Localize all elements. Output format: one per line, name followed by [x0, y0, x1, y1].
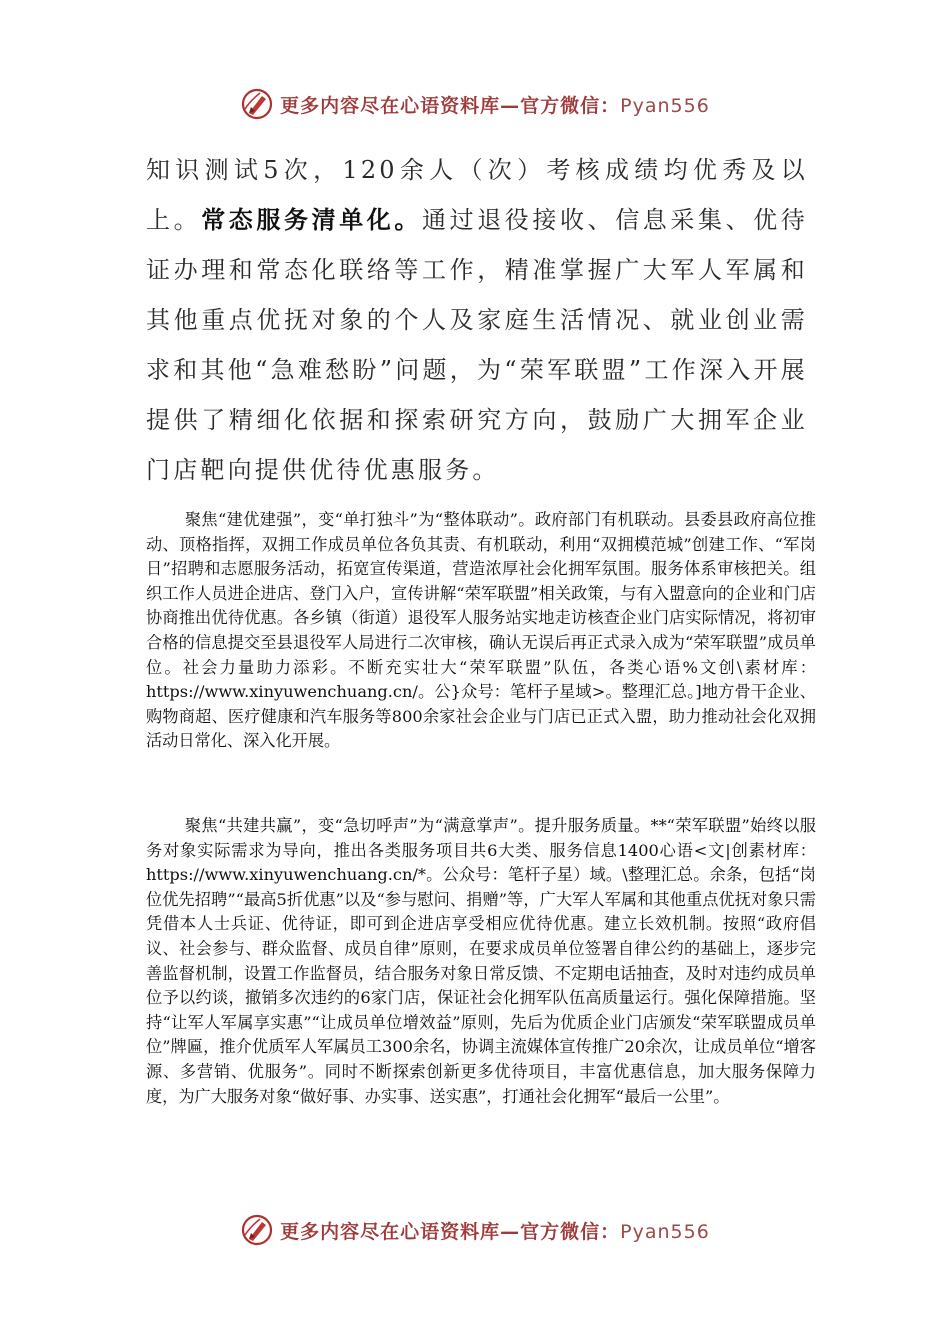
lead-paragraph — [146, 145, 808, 495]
banner-wechat: Pyan556 — [620, 1220, 710, 1243]
banner-wechat: Pyan556 — [620, 94, 710, 117]
body-paragraph-1: 聚焦“建优建强”，变“单打独斗”为“整体联动”。政府部门有机联动。县委县政府高位推动、顶格指挥，双拥工作成员单位各负其责、有机联动，利用“双拥模范城”创建工作、“军岗日”招聘和志愿服务活动，拓宽宣传渠道，营造浓厚社会化拥军氛围。服务体系审核把关。组织工作人员进企进店、登门入户，宣传讲解“荣军联盟”相关政策，与有入盟意向的企业和门店协商推出优待优惠。各乡镇（街道）退役军人服务站实地走访核查企业门店实际情况，将初审合格的信息提交至县退役军人局进行二次审核，确认无误后再正式录入成为“荣军联盟”成员单位。社会力量助力添彩。不断充实壮大“荣军联盟”队伍，各类心语%文创\素材库：https://www.xinyuwenchuang.cn/。公}众号：笔杆子星域>。整理汇总。]地方骨干企业、购物商超、医疗健康和汽车服务等800余家社会企业与门店已正式入盟，助力推动社会化双拥活动日常化、深入化开展。 — [146, 510, 816, 751]
lead-text-1: 知识测试5次，120余人（次）考核成绩均优秀及以上。 — [146, 156, 808, 234]
footer-banner — [0, 1210, 950, 1250]
body-paragraph-2: 聚焦“共建共赢”，变“急切呼声”为“满意掌声”。提升服务质量。**“荣军联盟”始终以服务对象实际需求为导向，推出各类服务项目共6大类、服务信息1400心语<文|创素材库：https://www.xinyuwenchuang.cn/*。公众号：笔杆子星）域。\整理汇总。余条，包括“岗位优先招聘”“最高5折优惠”以及“参与慰问、捐赠”等，广大军人军属和其他重点优抚对象只需凭借本人士兵证、优待证，即可到企进店享受相应优待优惠。建立长效机制。按照“政府倡议、社会参与、群众监督、成员自律”原则，在要求成员单位签署自律公约的基础上，逐步完善监督机制，设置工作监督员，结合服务对象日常反馈、不定期电话抽查，及时对违约成员单位予以约谈，撤销多次违约的6家门店，保证社会化拥军队伍高质量运行。强化保障措施。坚持“让军人军属享实惠”“让成员单位增效益”原则，先后为优质企业门店颁发“荣军联盟成员单位”牌匾，推介优质军人军属员工300余名，协调主流媒体宣传推广20余次，让成员单位“增客源、多营销、优服务”。同时不断探索创新更多优待项目，丰富优惠信息，加大服务保障力度，为广大服务对象“做好事、办实事、送实惠”，打通社会化拥军“最后一公里”。 — [146, 816, 816, 1106]
pen-nib-logo-icon — [240, 87, 274, 121]
pen-nib-logo-icon — [240, 1213, 274, 1247]
banner-text — [280, 91, 710, 118]
banner-slogan: 更多内容尽在心语资料库—官方微信： — [280, 94, 621, 117]
banner-text — [280, 1217, 710, 1244]
lead-text-2: 通过退役接收、信息采集、优待证办理和常态化联络等工作，精准掌握广大军人军属和其他重点优抚对象的个人及家庭生活情况、就业创业需求和其他“急难愁盼”问题，为“荣军联盟”工作深入开展提供了精细化依据和探索研究方向，鼓励广大拥军企业门店靶向提供优待优惠服务。 — [146, 206, 808, 484]
lead-heading: 常态服务清单化。 — [201, 205, 422, 234]
header-banner — [0, 84, 950, 124]
banner-slogan: 更多内容尽在心语资料库—官方微信： — [280, 1220, 621, 1243]
